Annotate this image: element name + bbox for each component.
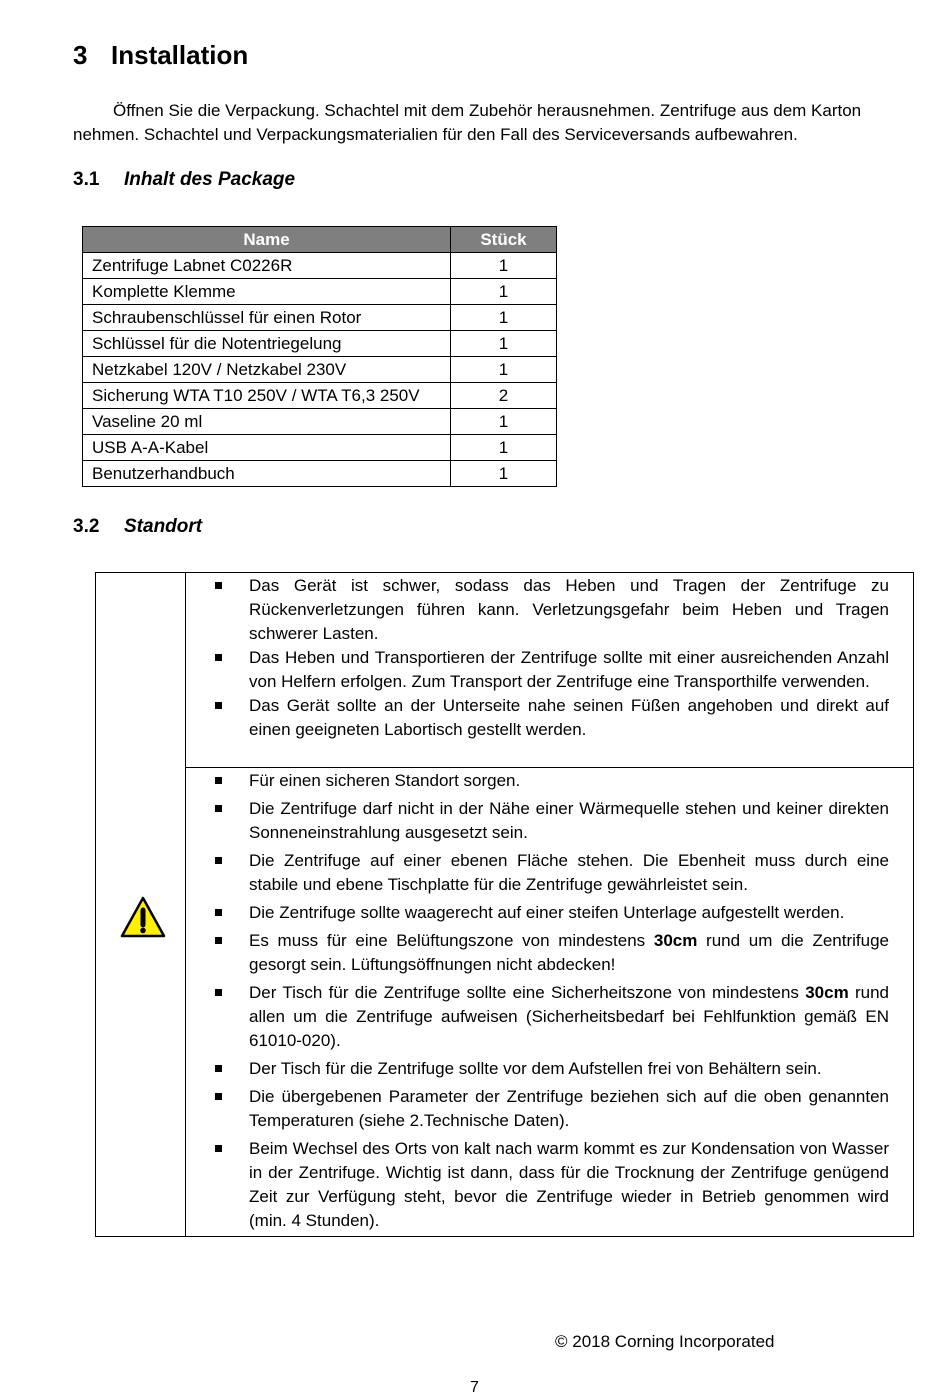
item-qty-cell: 1 — [451, 435, 557, 461]
table-header-row — [83, 227, 557, 253]
list-item: Beim Wechsel des Orts von kalt nach warm kommt es zur Kondensation von Wasser in der Zentrifuge. Wichtig ist dann, dass für die Trocknung der Zentrifuge genügend Zeit zur Verfügung steht, bevor die Zentrifuge wieder in Betrieb genommen wird (min. 4 Stunden). — [186, 1137, 913, 1233]
item-qty-cell: 1 — [451, 279, 557, 305]
section-heading-location — [73, 516, 202, 538]
list-item: Das Heben und Transportieren der Zentrifuge sollte mit einer ausreichenden Anzahl von Helfern erfolgen. Zum Transport der Zentrifuge eine Transporthilfe verwenden. — [186, 646, 913, 694]
section-number: 3.2 — [73, 516, 100, 537]
package-contents-table — [82, 226, 557, 487]
list-item: Die übergebenen Parameter der Zentrifuge beziehen sich auf die oben genannten Temperaturen (siehe 2.Technische Daten). — [186, 1085, 913, 1133]
item-qty-cell: 1 — [451, 253, 557, 279]
warning-list-location — [186, 768, 913, 1233]
list-item: Die Zentrifuge darf nicht in der Nähe einer Wärmequelle stehen und keiner direkten Sonneneinstrahlung ausgesetzt sein. — [186, 797, 913, 845]
list-item-emphasis: 30cm — [805, 983, 849, 1002]
warning-icon-cell — [96, 573, 186, 1236]
item-name-cell: Schraubenschlüssel für einen Rotor — [83, 305, 451, 331]
list-item: Die Zentrifuge auf einer ebenen Fläche stehen. Die Ebenheit muss durch eine stabile und ebene Tischplatte für die Zentrifuge gewährleistet sein. — [186, 849, 913, 897]
page-number: 7 — [470, 1379, 479, 1396]
chapter-number: 3 — [73, 40, 88, 70]
table-row — [83, 435, 557, 461]
chapter-heading — [73, 40, 248, 71]
item-name-cell: Benutzerhandbuch — [83, 461, 451, 487]
list-item: Das Gerät sollte an der Unterseite nahe seinen Füßen angehoben und direkt auf einen geeigneten Labortisch gestellt werden. — [186, 694, 913, 742]
list-item: Die Zentrifuge sollte waagerecht auf einer steifen Unterlage aufgestellt werden. — [186, 901, 913, 925]
table-row — [83, 383, 557, 409]
section-heading-package — [73, 169, 295, 191]
list-item-text: Es muss für eine Belüftungszone von mindestens — [249, 931, 654, 950]
item-qty-cell: 1 — [451, 409, 557, 435]
item-name-cell: Netzkabel 120V / Netzkabel 230V — [83, 357, 451, 383]
list-item — [186, 981, 913, 1053]
warning-box — [95, 572, 914, 1237]
list-item: Das Gerät ist schwer, sodass das Heben und Tragen der Zentrifuge zu Rückenverletzungen führen kann. Verletzungsgefahr beim Heben und Tragen schwerer Lasten. — [186, 574, 913, 646]
item-name-cell: Komplette Klemme — [83, 279, 451, 305]
item-name-cell: Schlüssel für die Notentriegelung — [83, 331, 451, 357]
item-name-cell: Vaseline 20 ml — [83, 409, 451, 435]
list-item-text: rund allen um die Zentrifuge aufweisen (Sicherheitsbedarf bei Fehlfunktion gemäß EN 61010-020). — [249, 983, 890, 1050]
item-name-cell: Sicherung WTA T10 250V / WTA T6,3 250V — [83, 383, 451, 409]
warning-section-location — [186, 768, 913, 1236]
table-row — [83, 357, 557, 383]
column-header-qty: Stück — [451, 227, 557, 253]
table-row — [83, 305, 557, 331]
list-item: Der Tisch für die Zentrifuge sollte vor dem Aufstellen frei von Behältern sein. — [186, 1057, 913, 1081]
column-header-name: Name — [83, 227, 451, 253]
intro-paragraph: Öffnen Sie die Verpackung. Schachtel mit dem Zubehör herausnehmen. Zentrifuge aus dem Karton nehmen. Schachtel und Verpackungsmaterialien für den Fall des Serviceversands aufbewahren. — [73, 101, 862, 144]
warning-list-lifting — [186, 573, 913, 742]
table-row — [83, 331, 557, 357]
chapter-title: Installation — [111, 40, 249, 70]
section-number: 3.1 — [73, 169, 100, 190]
item-qty-cell: 2 — [451, 383, 557, 409]
item-name-cell: USB A-A-Kabel — [83, 435, 451, 461]
list-item-text: rund um die Zentrifuge gesorgt sein. Lüftungsöffnungen nicht abdecken! — [249, 931, 889, 974]
item-qty-cell: 1 — [451, 331, 557, 357]
item-qty-cell: 1 — [451, 305, 557, 331]
section-title: Standort — [124, 516, 203, 537]
item-qty-cell: 1 — [451, 357, 557, 383]
table-row — [83, 253, 557, 279]
item-name-cell: Zentrifuge Labnet C0226R — [83, 253, 451, 279]
item-qty-cell: 1 — [451, 461, 557, 487]
warning-triangle-icon — [120, 896, 166, 938]
list-item — [186, 929, 913, 977]
table-row — [83, 279, 557, 305]
list-item: Für einen sicheren Standort sorgen. — [186, 769, 913, 793]
warning-section-lifting — [186, 573, 913, 768]
list-item-text: Der Tisch für die Zentrifuge sollte eine Sicherheitszone von mindestens — [249, 983, 806, 1002]
table-row — [83, 461, 557, 487]
section-title: Inhalt des Package — [124, 169, 296, 190]
table-row — [83, 409, 557, 435]
list-item-emphasis: 30cm — [653, 931, 698, 950]
copyright-notice: © 2018 Corning Incorporated — [555, 1332, 775, 1351]
